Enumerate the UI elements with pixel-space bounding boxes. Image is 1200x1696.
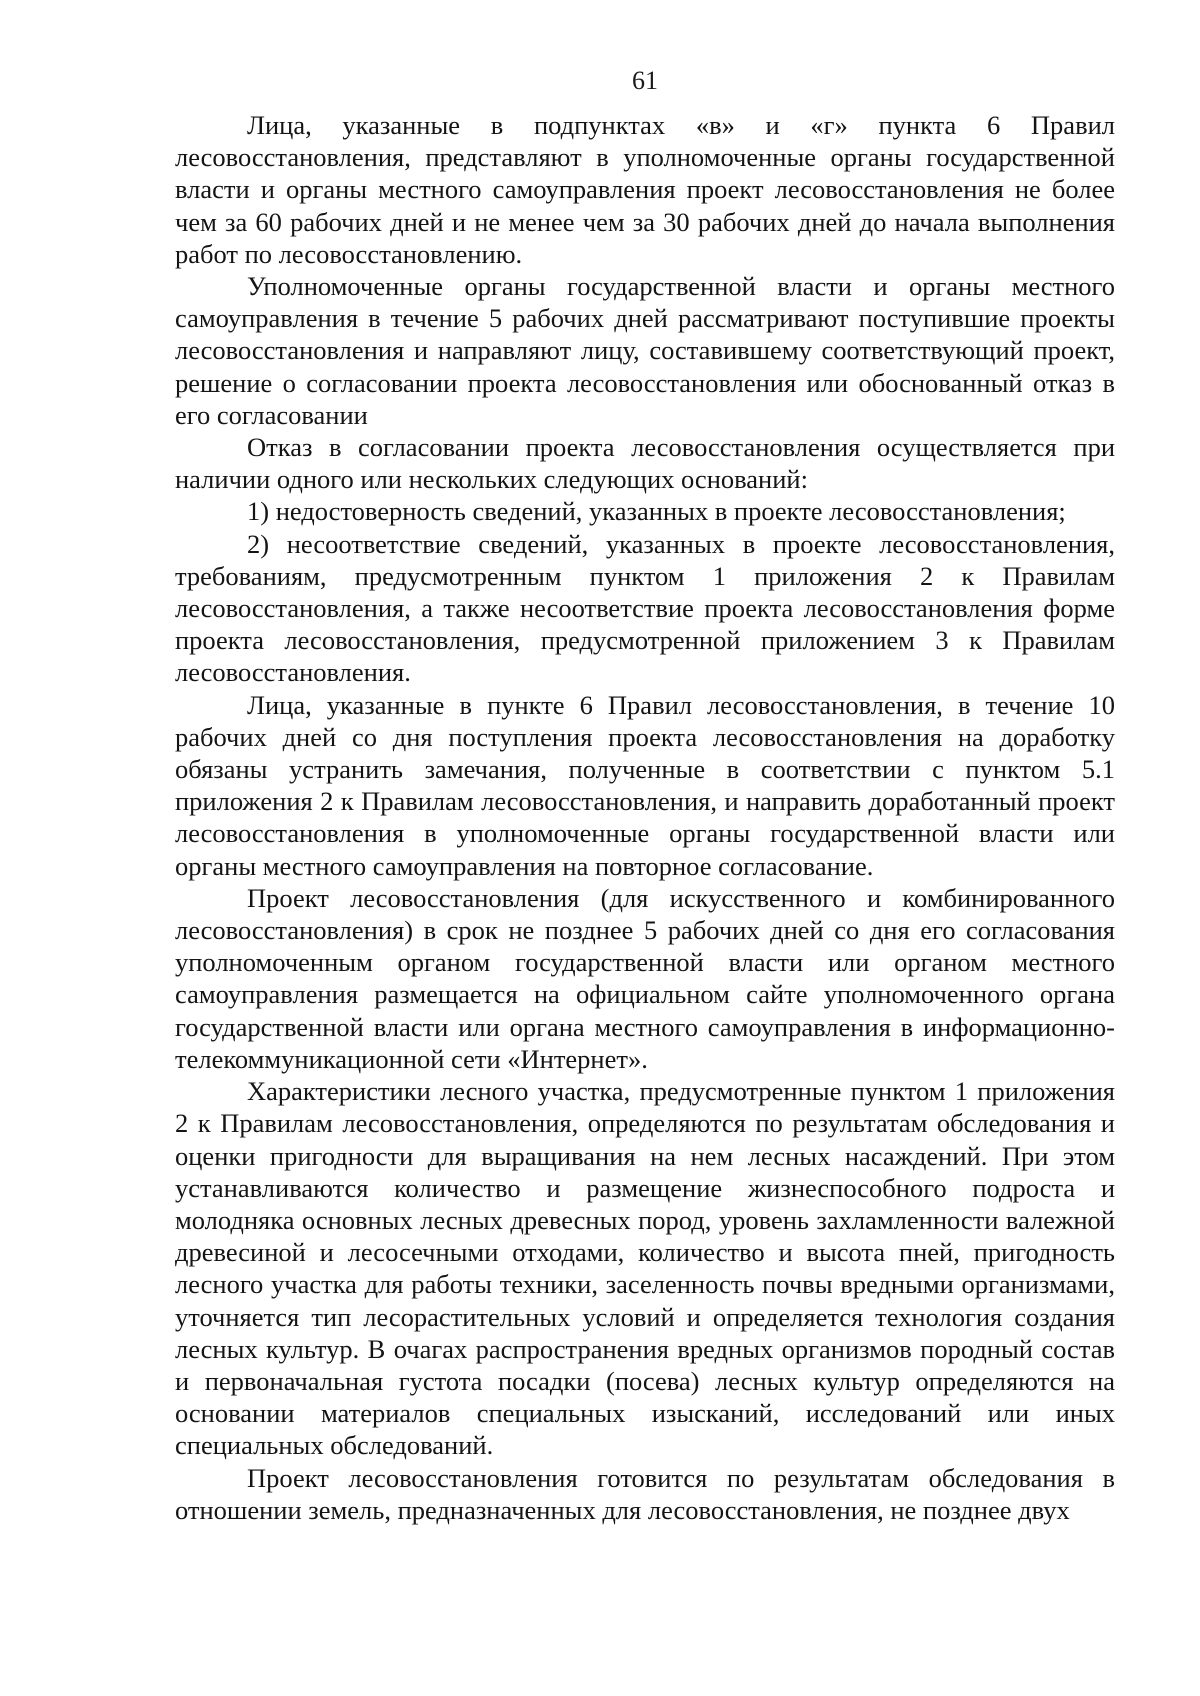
paragraph: Лица, указанные в подпунктах «в» и «г» пункта 6 Правил лесовосстановления, представляют в уполномоченные органы государственной власти и органы местного самоуправления проект лесовосстановления не более чем за 60 рабочих дней и не менее чем за 30 рабочих дней до начала выполнения работ по лесовосстановлению.	[175, 110, 1115, 269]
document-body	[175, 109, 1115, 1526]
list-item: 1) недостоверность сведений, указанных в проекте лесовосстановления;	[247, 496, 1066, 527]
list-item: 2) несоответствие сведений, указанных в проекте лесовосстановления, требованиям, предусмотренным пунктом 1 приложения 2 к Правилам лесовосстановления, а также несоответствие проекта лесовосстановления форме проекта лесовосстановления, предусмотренной приложением 3 к Правилам лесовосстановления.	[175, 528, 1115, 688]
paragraph: Отказ в согласовании проекта лесовосстановления осуществляется при наличии одного или нескольких следующих оснований:	[175, 432, 1115, 495]
paragraph: Проект лесовосстановления готовится по результатам обследования в отношении земель, предназначенных для лесовосстановления, не позднее двух	[175, 1462, 1115, 1525]
paragraph: Проект лесовосстановления (для искусственного и комбинированного лесовосстановления) в срок не позднее 5 рабочих дней со дня его согласования уполномоченным органом государственной власти или органом местного самоуправления размещается на официальном сайте уполномоченного органа государственной власти или органа местного самоуправления в информационно-телекоммуникационной сети «Интернет».	[175, 882, 1115, 1074]
paragraph: Характеристики лесного участка, предусмотренные пунктом 1 приложения 2 к Правилам лесовосстановления, определяются по результатам обследования и оценки пригодности для выращивания на нем лесных насаждений. При этом устанавливаются количество и размещение жизнеспособного подроста и молодняка основных лесных древесных пород, уровень захламленности валежной древесиной и лесосечными отходами, количество и высота пней, пригодность лесного участка для работы техники, заселенность почвы вредными организмами, уточняется тип лесорастительных условий и определяется технология создания лесных культур. В очагах распространения вредных организмов породный состав и первоначальная густота посадки (посева) лесных культур определяются на основании материалов специальных изысканий, исследований или иных специальных обследований.	[175, 1076, 1115, 1461]
page-number: 61	[632, 66, 658, 95]
paragraph: Уполномоченные органы государственной власти и органы местного самоуправления в течение 5 рабочих дней рассматривают поступившие проекты лесовосстановления и направляют лицу, составившему соответствующий проект, решение о согласовании проекта лесовосстановления или обоснованный отказ в его согласовании	[175, 271, 1115, 430]
paragraph: Лица, указанные в пункте 6 Правил лесовосстановления, в течение 10 рабочих дней со дня поступления проекта лесовосстановления на доработку обязаны устранить замечания, полученные в соответствии с пунктом 5.1 приложения 2 к Правилам лесовосстановления, и направить доработанный проект лесовосстановления в уполномоченные органы государственной власти или органы местного самоуправления на повторное согласование.	[175, 689, 1115, 881]
